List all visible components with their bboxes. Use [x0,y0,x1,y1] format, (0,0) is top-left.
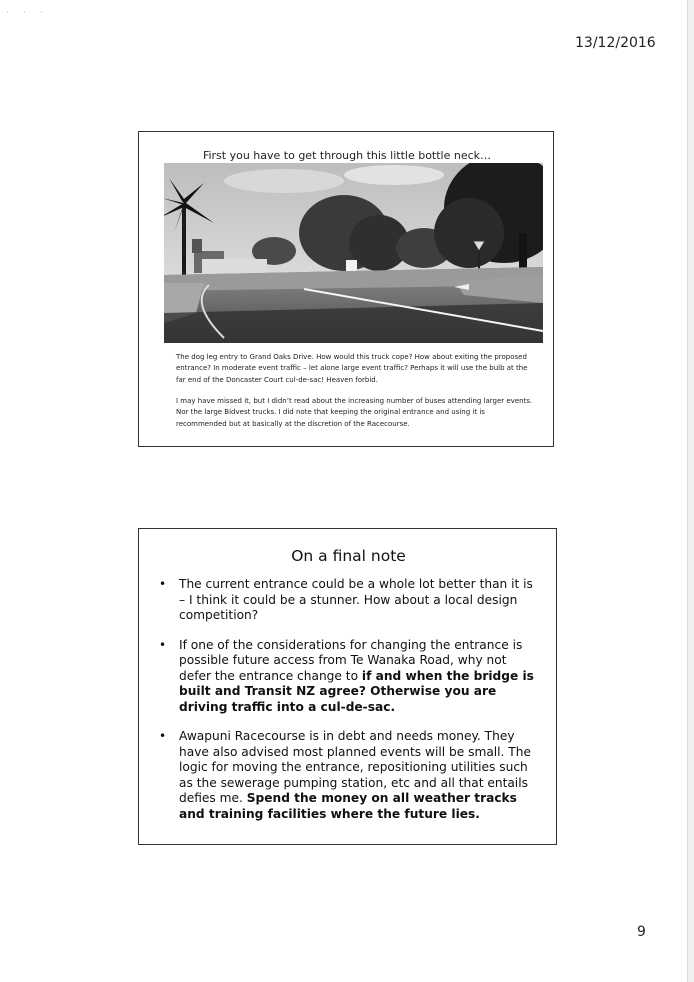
slide1-title: First you have to get through this little bottle neck… [202,149,492,162]
bullet-text: Awapuni Racecourse is in debt and needs money. They have also advised most planned events will be small. The logic for moving the entrance, repositioning utilities such as the sewerage pumping station, etc and all that entails defies me. [179,729,531,805]
bullet-bold-text: if and when the bridge is built and Transit NZ agree? Otherwise you are driving traffic into a cul-de-sac. [179,668,534,714]
bullet-list [159,577,539,836]
slide-final-note [138,528,557,845]
scan-specks: · ‧ · [6,8,49,17]
bullet-item [159,577,539,624]
bullet-text: If one of the considerations for changing the entrance is possible future access from Te Wanaka Road, why not defer the entrance change to [179,637,523,683]
page-number: 9 [637,924,646,940]
slide1-paragraph-1: The dog leg entry to Grand Oaks Drive. How would this truck cope? How about exiting the proposed entrance? In moderate event traffic – let alone large event traffic? Perhaps it will use the bulb at the far end of the Doncaster Court cul-de-sac! Heaven forbid. [176,353,528,384]
bullet-item [159,638,539,716]
bullet-item [159,729,539,822]
bullet-marker: • [159,729,167,743]
slide2-title: On a final note [291,547,406,565]
scan-edge [687,0,694,982]
slide-bottleneck [138,131,554,447]
road-photo [164,163,543,343]
bullet-marker: • [159,637,167,652]
page-date: 13/12/2016 [575,35,656,51]
bullet-bold-text: Spend the money on all weather tracks and training facilities where the future lies. [179,791,517,821]
bullet-marker: • [159,577,167,591]
slide1-paragraph-2: I may have missed it, but I didn’t read about the increasing number of buses attending larger events. Nor the large Bidvest trucks. I did note that keeping the original entrance and using it is recommended but at basically at the discretion of the Racecourse. [176,397,533,428]
bullet-text: The current entrance could be a whole lot better than it is – I think it could be a stunner. How about a local design competition? [179,577,533,622]
